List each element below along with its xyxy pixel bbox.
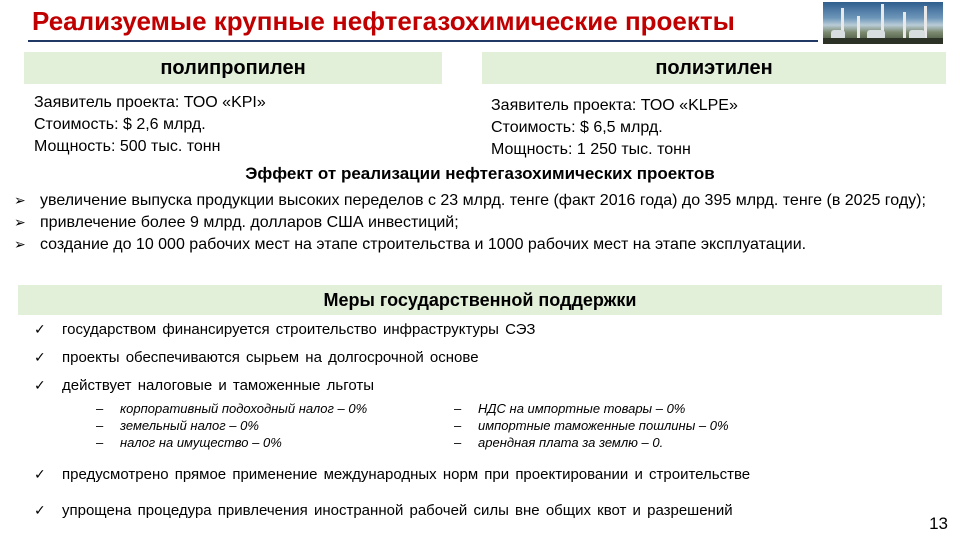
support-item: ✓ действует налоговые и таможенные льготы bbox=[32, 376, 932, 396]
project-applicant: Заявитель проекта: ТОО «KLPE» bbox=[491, 97, 738, 114]
tax-benefit-item: – НДС на импортные товары – 0% bbox=[448, 400, 788, 417]
title-underline bbox=[28, 40, 818, 42]
effect-item: ➢ привлечение более 9 млрд. долларов США инвестиций; bbox=[14, 212, 942, 234]
support-item: ✓ проекты обеспечиваются сырьем на долгосрочной основе bbox=[32, 348, 932, 368]
effect-item: ➢ увеличение выпуска продукции высоких переделов с 23 млрд. тенге (факт 2016 года) до 395 млрд. тенге (в 2025 году); bbox=[14, 190, 942, 212]
effect-heading: Эффект от реализации нефтегазохимических проектов bbox=[245, 164, 715, 183]
tax-benefit-item: – земельный налог – 0% bbox=[90, 417, 430, 434]
tax-benefit-item: – корпоративный подоходный налог – 0% bbox=[90, 400, 430, 417]
support-list-top bbox=[32, 320, 932, 396]
support-item: ✓ предусмотрено прямое применение международных норм при проектировании и строительстве bbox=[32, 465, 932, 485]
support-item: ✓ упрощена процедура привлечения иностранной рабочей силы вне общих квот и разрешений bbox=[32, 501, 932, 521]
refinery-photo bbox=[823, 2, 943, 44]
tax-benefit-item: – арендная плата за землю – 0. bbox=[448, 434, 788, 451]
effect-list bbox=[14, 190, 942, 256]
project-polyethylene-details bbox=[491, 95, 738, 161]
support-list-bottom bbox=[32, 465, 932, 521]
project-cost: Стоимость: $ 6,5 млрд. bbox=[491, 119, 663, 136]
tax-benefits-right bbox=[448, 400, 788, 451]
project-polypropylene-header: полипропилен bbox=[24, 52, 442, 84]
project-applicant: Заявитель проекта: ТОО «KPI» bbox=[34, 94, 266, 111]
project-cost: Стоимость: $ 2,6 млрд. bbox=[34, 116, 206, 133]
project-polypropylene-details bbox=[34, 92, 266, 158]
page-number: 13 bbox=[929, 514, 948, 533]
support-item: ✓ государством финансируется строительство инфраструктуры СЭЗ bbox=[32, 320, 932, 340]
slide-title: Реализуемые крупные нефтегазохимические проекты bbox=[32, 6, 735, 36]
effect-item: ➢ создание до 10 000 рабочих мест на этапе строительства и 1000 рабочих мест на этапе эксплуатации. bbox=[14, 234, 942, 256]
tax-benefit-item: – налог на имущество – 0% bbox=[90, 434, 430, 451]
support-heading: Меры государственной поддержки bbox=[18, 285, 942, 315]
project-capacity: Мощность: 500 тыс. тонн bbox=[34, 138, 221, 155]
project-capacity: Мощность: 1 250 тыс. тонн bbox=[491, 141, 691, 158]
tax-benefit-item: – импортные таможенные пошлины – 0% bbox=[448, 417, 788, 434]
tax-benefits-left bbox=[90, 400, 430, 451]
project-polyethylene-header: полиэтилен bbox=[482, 52, 946, 84]
